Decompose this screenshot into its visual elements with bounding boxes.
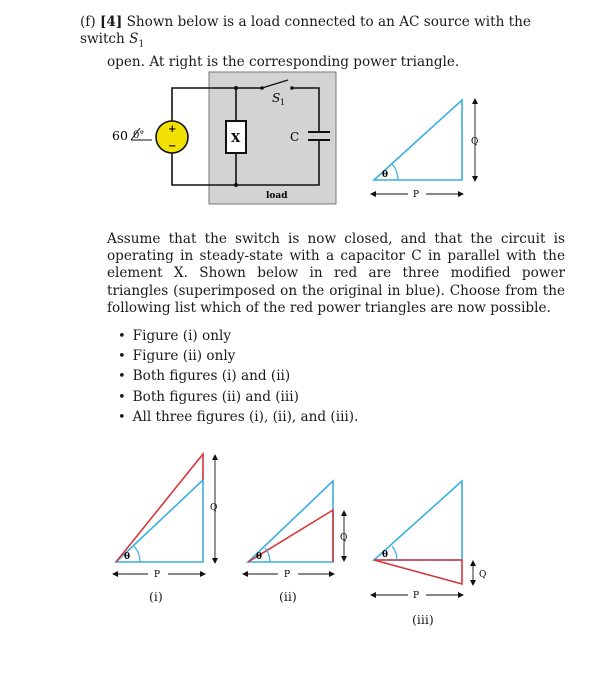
figure-i [108, 446, 223, 581]
theta-label: θ [382, 550, 389, 560]
original-power-triangle [368, 94, 498, 206]
switch-label: S [272, 91, 281, 105]
source-minus: − [168, 141, 177, 152]
switch-contact-right [290, 86, 294, 90]
switch-symbol: S [129, 31, 139, 48]
triangle-red [116, 454, 203, 562]
node-bottom [234, 183, 238, 187]
switch-contact-left [260, 86, 264, 90]
question-intro [80, 14, 575, 71]
theta-arc [134, 546, 140, 562]
figure-iii [366, 474, 496, 604]
q-label: Q [340, 533, 348, 543]
element-x-label: X [231, 131, 241, 145]
q-label: Q [479, 570, 487, 580]
figure-iii-caption: (iii) [412, 612, 434, 627]
q-label: Q [210, 503, 218, 513]
option-2[interactable]: • Figure (ii) only [118, 346, 358, 366]
p-label: P [413, 190, 420, 200]
theta-arc [392, 546, 397, 560]
option-4[interactable]: • Both figures (ii) and (iii) [118, 387, 358, 407]
triangle-blue [374, 481, 462, 560]
triangle-blue [374, 100, 462, 180]
figure-ii-caption: (ii) [279, 589, 297, 604]
switch-label-sub: 1 [280, 98, 286, 107]
question-text-line1: Shown below is a load connected to an AC source with the switch [80, 14, 531, 48]
capacitor-label: C [290, 130, 300, 144]
q-label: Q [471, 137, 479, 147]
theta-label: θ [256, 552, 263, 562]
figure-ii [240, 476, 355, 581]
option-1[interactable]: • Figure (i) only [118, 326, 358, 346]
theta-label: θ [124, 552, 131, 562]
p-label: P [413, 591, 420, 601]
theta-label: θ [382, 170, 389, 180]
source-angle: 0° [133, 130, 145, 141]
load-label: load [266, 191, 288, 201]
switch-subscript: 1 [138, 39, 145, 50]
p-label: P [154, 570, 161, 580]
source-plus: + [168, 124, 177, 135]
triangle-blue [248, 481, 333, 562]
question-label: (f) [80, 14, 96, 30]
triangle-red [374, 560, 462, 584]
answer-options [118, 326, 358, 427]
triangle-blue [116, 480, 203, 562]
source-value: 60 [112, 128, 128, 143]
question-points: [4] [99, 14, 123, 30]
node-top [234, 86, 238, 90]
figure-i-caption: (i) [149, 589, 163, 604]
question-text-line2: open. At right is the corresponding power triangle. [107, 54, 460, 71]
theta-arc [392, 164, 398, 180]
circuit-diagram [100, 66, 370, 211]
problem-body: Assume that the switch is now closed, and that the circuit is operating in steady-state with a capacitor C in parallel with the element X. Shown below in red are three modified power triangles (superimposed on the original in blue). Choose from the following list which of the red power triangles are now possible. [107, 231, 565, 316]
option-3[interactable]: • Both figures (i) and (ii) [118, 366, 358, 386]
p-label: P [284, 570, 291, 580]
option-5[interactable]: • All three figures (i), (ii), and (iii). [118, 407, 358, 427]
